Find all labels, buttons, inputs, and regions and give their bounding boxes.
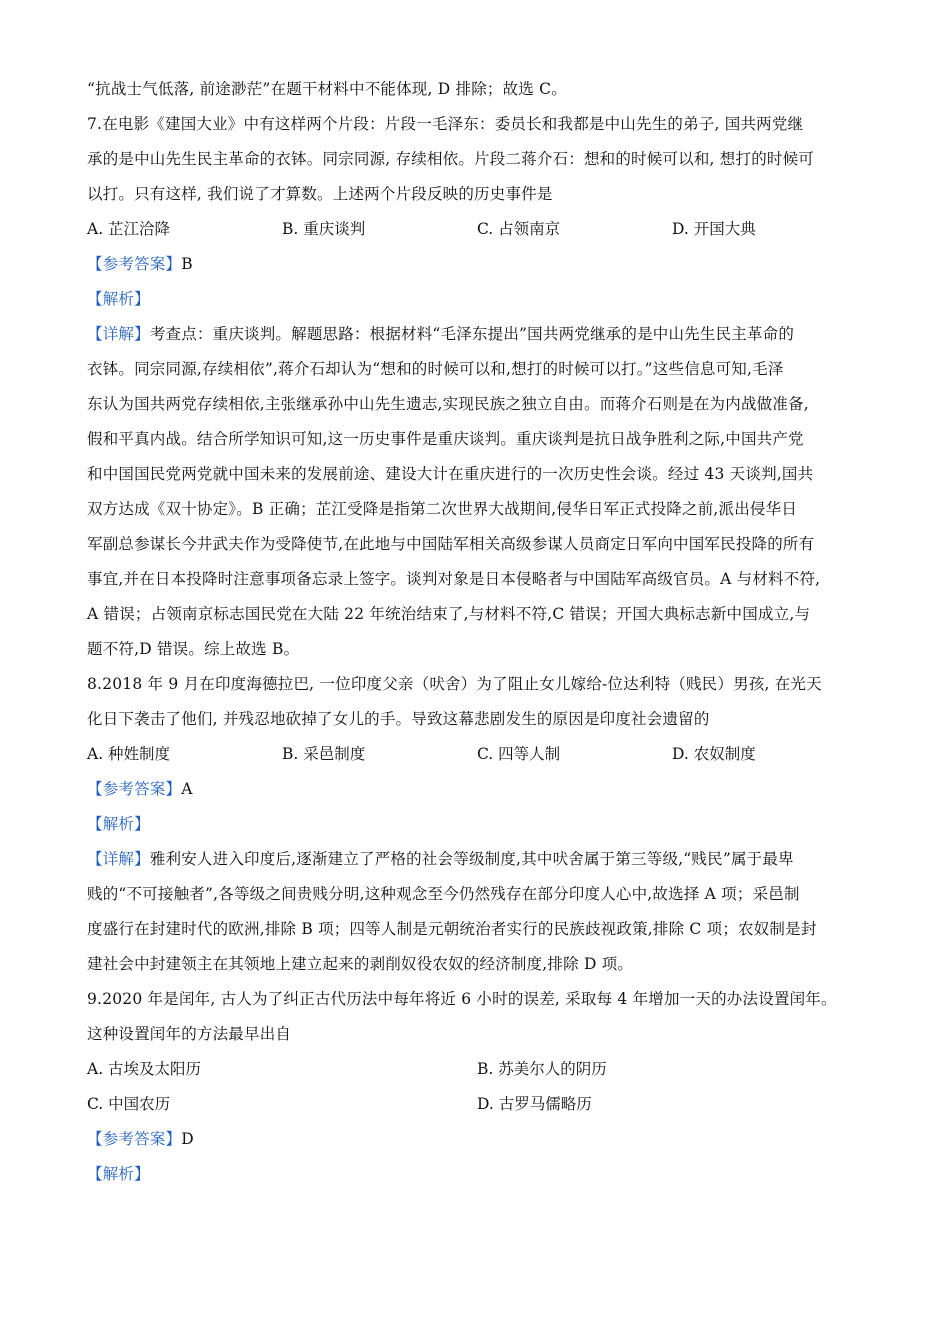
question-8-stem-line: 化日下袭击了他们, 并残忍地砍掉了女儿的手。导致这幕悲剧发生的原因是印度社会遗留的 <box>87 710 710 728</box>
option-a: A. 种姓制度 <box>87 745 171 763</box>
answer-value: D <box>181 1130 194 1148</box>
detail-line: 双方达成《双十协定》。B 正确；芷江受降是指第二次世界大战期间,侵华日军正式投降之前,派出侵华日 <box>87 500 798 518</box>
analysis-label: 【解析】 <box>87 815 150 833</box>
option-b: B. 苏美尔人的阴历 <box>477 1060 607 1078</box>
question-7-stem-line: 7.在电影《建国大业》中有这样两个片段：片段一毛泽东：委员长和我都是中山先生的弟子, 国共两党继 <box>87 115 804 133</box>
question-7 <box>87 107 877 667</box>
detail-line: 建社会中封建领主在其领地上建立起来的剥削奴役农奴的经济制度,排除 D 项。 <box>87 955 634 973</box>
question-8 <box>87 667 877 982</box>
question-8-stem-line: 8.2018 年 9 月在印度海德拉巴, 一位印度父亲（吠舍）为了阻止女儿嫁给-位达利特（贱民）男孩, 在光天 <box>87 675 822 693</box>
answer-label: 【参考答案】 <box>87 780 182 798</box>
detail-line: A 错误；占领南京标志国民党在大陆 22 年统治结束了,与材料不符,C 错误；开国大典标志新中国成立,与 <box>87 605 811 623</box>
option-d: D. 开国大典 <box>672 220 756 238</box>
option-c: C. 占领南京 <box>477 220 561 238</box>
answer-line <box>87 772 877 807</box>
option-d: D. 农奴制度 <box>672 745 756 763</box>
detail-line: 题不符,D 错误。综上故选 B。 <box>87 640 300 658</box>
answer-label: 【参考答案】 <box>87 1130 182 1148</box>
question-9-stem-line: 这种设置闰年的方法最早出自 <box>87 1025 292 1043</box>
detail-line: 贱的“不可接触者”,各等级之间贵贱分明,这种观念至今仍然残存在部分印度人心中,故选择 A 项；采邑制 <box>87 885 800 903</box>
analysis-label: 【解析】 <box>87 1165 150 1183</box>
detail-label: 【详解】 <box>87 850 150 868</box>
answer-value: B <box>181 255 193 273</box>
option-c: C. 中国农历 <box>87 1095 171 1113</box>
question-7-stem-line: 以打。只有这样, 我们说了才算数。上述两个片段反映的历史事件是 <box>87 185 553 203</box>
option-c: C. 四等人制 <box>477 745 561 763</box>
question-9-options-row <box>87 1087 877 1122</box>
answer-line <box>87 1122 877 1157</box>
answer-label: 【参考答案】 <box>87 255 182 273</box>
question-8-options <box>87 737 877 772</box>
detail-line <box>87 317 877 352</box>
detail-line <box>87 842 877 877</box>
detail-line: 衣钵。同宗同源,存续相依”,蒋介石却认为“想和的时候可以和,想打的时候可以打。”这些信息可知,毛泽 <box>87 360 784 378</box>
option-a: A. 古埃及太阳历 <box>87 1060 202 1078</box>
option-a: A. 芷江洽降 <box>87 220 171 238</box>
detail-line: 度盛行在封建时代的欧洲,排除 B 项；四等人制是元朝统治者实行的民族歧视政策,排除 C 项；农奴制是封 <box>87 920 817 938</box>
option-b: B. 采邑制度 <box>282 745 366 763</box>
question-9 <box>87 982 877 1192</box>
detail-line: 事宜,并在日本投降时注意事项备忘录上签字。谈判对象是日本侵略者与中国陆军高级官员。A 与材料不符, <box>87 570 821 588</box>
detail-line: 东认为国共两党存续相依,主张继承孙中山先生遗志,实现民族之独立自由。而蒋介石则是在为内战做准备, <box>87 395 809 413</box>
detail-line: 假和平真内战。结合所学知识可知,这一历史事件是重庆谈判。重庆谈判是抗日战争胜利之际,中国共产党 <box>87 430 804 448</box>
question-9-options-row <box>87 1052 877 1087</box>
option-d: D. 古罗马儒略历 <box>477 1095 592 1113</box>
detail-text: 考查点：重庆谈判。解题思路：根据材料“毛泽东提出”国共两党继承的是中山先生民主革命的 <box>149 325 795 343</box>
question-7-stem-line: 承的是中山先生民主革命的衣钵。同宗同源, 存续相依。片段二蒋介石：想和的时候可以和, 想打的时候可 <box>87 150 815 168</box>
question-9-stem-line: 9.2020 年是闰年, 古人为了纠正古代历法中每年将近 6 小时的误差, 采取每 4 年增加一天的办法设置闰年。 <box>87 990 837 1008</box>
detail-label: 【详解】 <box>87 325 150 343</box>
detail-line: 军副总参谋长今井武夫作为受降使节,在此地与中国陆军相关高级参谋人员商定日军向中国军民投降的所有 <box>87 535 815 553</box>
detail-text: 雅利安人进入印度后,逐渐建立了严格的社会等级制度,其中吠舍属于第三等级,“贱民”属于最卑 <box>149 850 794 868</box>
option-b: B. 重庆谈判 <box>282 220 366 238</box>
analysis-label: 【解析】 <box>87 290 150 308</box>
answer-line <box>87 247 877 282</box>
answer-value: A <box>181 780 193 798</box>
question-7-options <box>87 212 877 247</box>
detail-line: 和中国国民党两党就中国未来的发展前途、建设大计在重庆进行的一次历史性会谈。经过 43 天谈判,国共 <box>87 465 814 483</box>
prev-question-conclusion: “抗战士气低落, 前途渺茫”在题干材料中不能体现, D 排除；故选 C。 <box>87 80 567 98</box>
document-page <box>87 72 877 1192</box>
